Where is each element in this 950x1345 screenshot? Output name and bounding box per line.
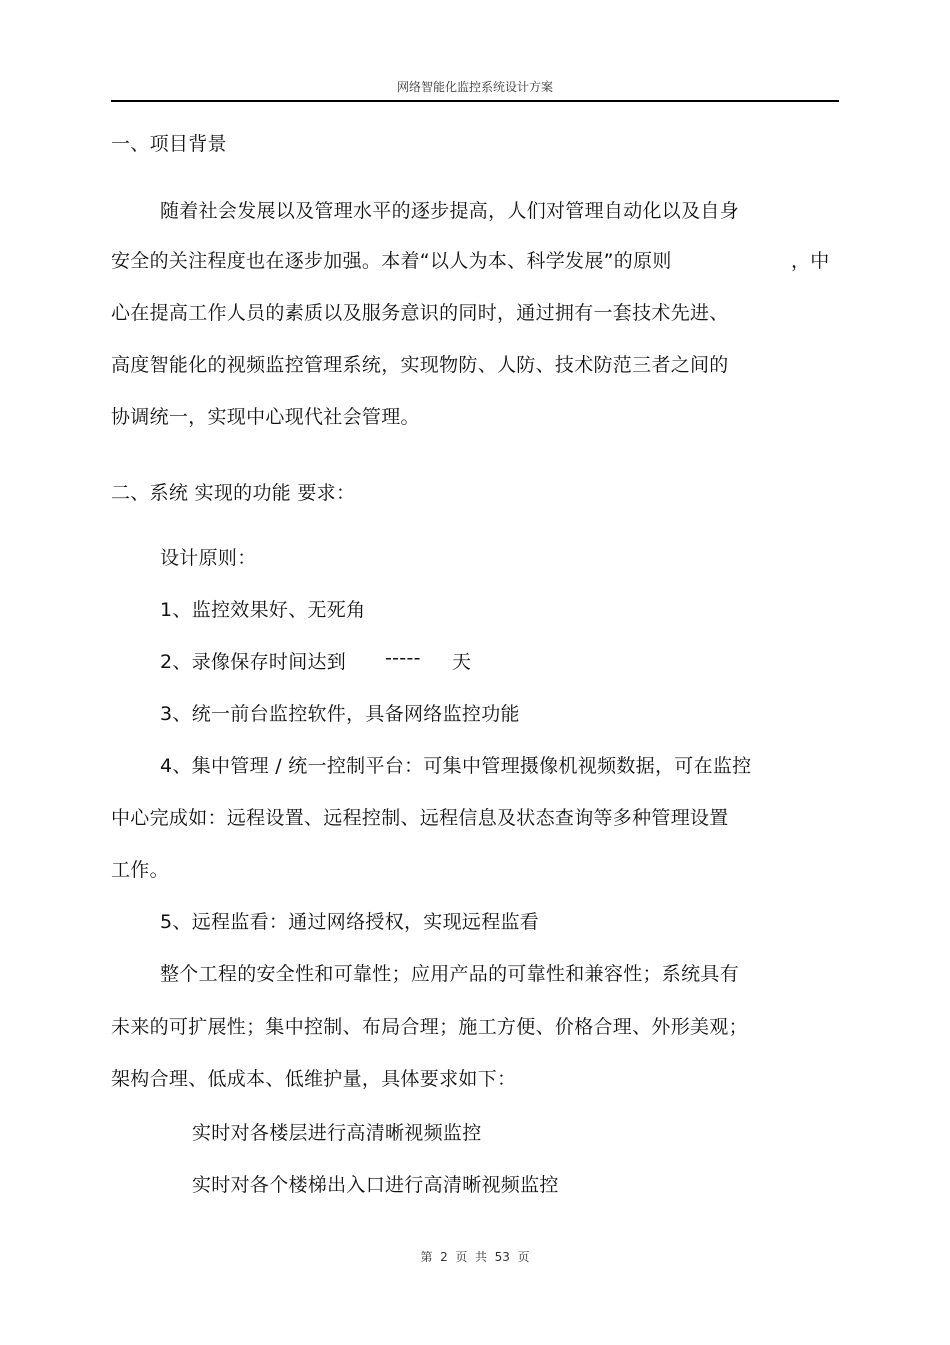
list-item-2-unit: 天 [452,651,472,673]
page-footer: 第 2 页 共 53 页 [420,1250,530,1264]
paragraph-1-line-5: 协调统一，实现中心现代社会管理。 [111,406,420,428]
paragraph-2-line-2: 未来的可扩展性；集中控制、布局合理；施工方便、价格合理、外形美观； [111,1016,748,1038]
paragraph-1-line-3: 心在提高工作人员的素质以及服务意识的同时，通过拥有一套技术先进、 [111,302,729,324]
list-item-2-blank: ----- [385,647,421,669]
list-item-4-line-2: 中心完成如：远程设置、远程控制、远程信息及状态查询等多种管理设置 [111,807,729,829]
list-item-5: 5、远程监看：通过网络授权，实现远程监看 [160,911,540,933]
list-item-4-line-1: 4、集中管理 / 统一控制平台：可集中管理摄像机视频数据，可在监控 [160,755,752,777]
design-principles-label: 设计原则： [160,547,257,569]
paragraph-1-line-4: 高度智能化的视频监控管理系统，实现物防、人防、技术防范三者之间的 [111,354,729,376]
header-rule [111,100,839,102]
requirement-2: 实时对各个楼梯出入口进行高清晰视频监控 [192,1174,559,1196]
paragraph-2-line-1: 整个工程的安全性和可靠性；应用产品的可靠性和兼容性；系统具有 [160,963,740,985]
list-item-4-line-3: 工作。 [111,859,169,881]
paragraph-1-line-2: 安全的关注程度也在逐步加强。本着“以人为本、科学发展”的原则 [111,250,672,272]
paragraph-2-line-3: 架构合理、低成本、低维护量，具体要求如下： [111,1068,517,1090]
paragraph-1-line-1: 随着社会发展以及管理水平的逐步提高，人们对管理自动化以及自身 [160,200,740,222]
requirement-1: 实时对各楼层进行高清晰视频监控 [192,1122,482,1144]
list-item-2-text: 2、录像保存时间达到 [160,651,347,673]
paragraph-1-line-2-tail: ，中 [791,250,830,272]
list-item-3: 3、统一前台监控软件，具备网络监控功能 [160,703,520,725]
list-item-1: 1、监控效果好、无死角 [160,599,366,621]
page-header-title: 网络智能化监控系统设计方案 [396,80,553,94]
section-1-heading: 一、项目背景 [111,133,227,155]
section-2-heading: 二、系统 实现的功能 要求： [111,482,356,504]
